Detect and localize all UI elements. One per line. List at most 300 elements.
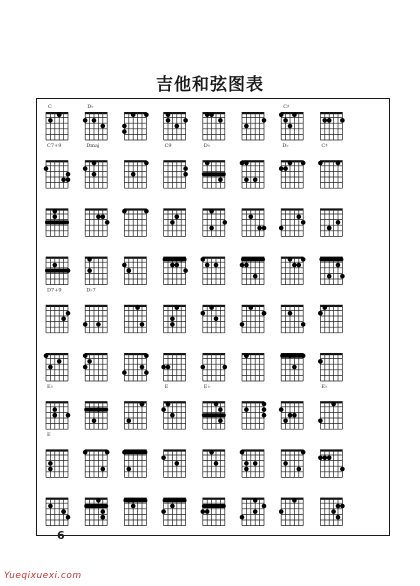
finger-dot bbox=[214, 263, 219, 268]
finger-dot bbox=[327, 226, 332, 231]
chord-diagram bbox=[240, 498, 267, 526]
finger-dot bbox=[183, 118, 188, 123]
chord-diagram bbox=[318, 401, 342, 429]
finger-dot bbox=[92, 172, 97, 177]
finger-dot bbox=[336, 515, 341, 520]
finger-dot bbox=[205, 509, 210, 514]
chord-diagram bbox=[122, 449, 147, 477]
chord-diagram bbox=[124, 401, 146, 429]
chord-diagram bbox=[279, 208, 306, 236]
finger-dot bbox=[244, 124, 249, 129]
chord-chart-frame bbox=[36, 98, 390, 536]
nut bbox=[281, 160, 303, 162]
finger-dot bbox=[209, 113, 214, 118]
finger-dot bbox=[87, 359, 92, 364]
barre-bar bbox=[123, 498, 147, 502]
watermark: Yueqixuexi.com bbox=[4, 571, 82, 581]
chord-name: D♭ bbox=[282, 143, 289, 149]
finger-dot bbox=[340, 274, 345, 279]
finger-dot bbox=[61, 178, 66, 183]
finger-dot bbox=[214, 317, 219, 322]
finger-dot bbox=[144, 370, 149, 375]
finger-dot bbox=[288, 257, 293, 262]
finger-dot bbox=[279, 226, 284, 231]
finger-dot bbox=[53, 215, 58, 220]
finger-dot bbox=[122, 209, 127, 214]
finger-dot bbox=[53, 407, 58, 412]
nut bbox=[85, 160, 107, 162]
chord-diagram bbox=[203, 449, 225, 477]
finger-dot bbox=[53, 263, 58, 268]
finger-dot bbox=[135, 305, 140, 310]
chord-name: D♭7 bbox=[86, 287, 96, 294]
finger-dot bbox=[218, 407, 223, 412]
finger-dot bbox=[323, 118, 328, 123]
finger-dot bbox=[244, 161, 249, 166]
finger-dot bbox=[327, 118, 332, 123]
finger-dot bbox=[323, 456, 328, 461]
barre-bar bbox=[319, 257, 343, 261]
finger-dot bbox=[262, 402, 267, 407]
finger-dot bbox=[131, 504, 136, 509]
nut bbox=[124, 257, 146, 259]
barre-bar bbox=[202, 172, 226, 176]
finger-dot bbox=[318, 311, 323, 316]
finger-dot bbox=[101, 124, 106, 129]
nut bbox=[164, 208, 186, 210]
chord-diagram bbox=[240, 449, 264, 477]
finger-dot bbox=[161, 407, 166, 412]
finger-dot bbox=[201, 365, 206, 370]
chord-diagram bbox=[242, 112, 266, 140]
finger-dot bbox=[127, 419, 132, 424]
finger-dot bbox=[244, 461, 249, 466]
finger-dot bbox=[170, 317, 175, 322]
chord-diagram bbox=[240, 305, 267, 333]
finger-dot bbox=[240, 450, 245, 455]
finger-dot bbox=[279, 166, 284, 171]
nut bbox=[46, 257, 68, 259]
finger-dot bbox=[53, 413, 58, 418]
chord-diagram bbox=[279, 401, 303, 429]
nut bbox=[281, 401, 303, 403]
finger-dot bbox=[205, 113, 210, 118]
finger-dot bbox=[279, 113, 284, 118]
finger-dot bbox=[92, 419, 97, 424]
chord-name: E♭ bbox=[321, 384, 328, 390]
finger-dot bbox=[61, 509, 66, 514]
chord-diagram bbox=[85, 208, 109, 236]
finger-dot bbox=[83, 322, 88, 327]
nut bbox=[203, 449, 225, 451]
finger-dot bbox=[297, 215, 302, 220]
chord-name: C♯ bbox=[321, 143, 328, 149]
finger-dot bbox=[240, 161, 245, 166]
finger-dot bbox=[262, 118, 267, 123]
chord-diagram bbox=[83, 449, 110, 477]
finger-dot bbox=[170, 504, 175, 509]
chord-diagram bbox=[318, 449, 345, 477]
finger-dot bbox=[166, 113, 171, 118]
finger-dot bbox=[87, 257, 92, 262]
finger-dot bbox=[161, 509, 166, 514]
chord-diagram bbox=[164, 305, 186, 333]
chord-diagram bbox=[242, 353, 264, 381]
chord-diagram bbox=[279, 498, 303, 526]
finger-dot bbox=[183, 166, 188, 171]
barre-bar bbox=[202, 504, 226, 508]
chord-diagram bbox=[320, 498, 344, 526]
nut bbox=[85, 449, 107, 451]
page-title: 吉他和弦图表 bbox=[156, 75, 264, 95]
finger-dot bbox=[83, 166, 88, 171]
finger-dot bbox=[288, 161, 293, 166]
finger-dot bbox=[105, 450, 110, 455]
finger-dot bbox=[292, 413, 297, 418]
finger-dot bbox=[161, 456, 166, 461]
finger-dot bbox=[283, 419, 288, 424]
nut bbox=[281, 305, 303, 307]
finger-dot bbox=[336, 220, 341, 225]
finger-dot bbox=[161, 365, 166, 370]
finger-dot bbox=[83, 450, 88, 455]
chord-diagram bbox=[122, 112, 149, 140]
barre-bar bbox=[163, 498, 187, 502]
chord-diagram bbox=[202, 160, 226, 188]
finger-dot bbox=[340, 504, 345, 509]
chord-diagram bbox=[122, 208, 149, 236]
finger-dot bbox=[131, 113, 136, 118]
nut bbox=[242, 449, 264, 451]
barre-bar bbox=[84, 504, 108, 508]
nut bbox=[281, 449, 303, 451]
finger-dot bbox=[131, 172, 136, 177]
finger-dot bbox=[214, 402, 219, 407]
finger-dot bbox=[301, 322, 306, 327]
chord-diagram bbox=[46, 401, 70, 438]
finger-dot bbox=[101, 215, 106, 220]
barre-bar bbox=[241, 257, 265, 261]
chord-diagram bbox=[281, 449, 305, 477]
chord-diagram bbox=[202, 401, 226, 429]
finger-dot bbox=[288, 124, 293, 129]
finger-dot bbox=[336, 161, 341, 166]
chord-diagram bbox=[124, 160, 148, 188]
finger-dot bbox=[92, 118, 97, 123]
nut bbox=[46, 208, 68, 210]
chord-diagram bbox=[318, 305, 342, 333]
chord-diagram bbox=[83, 305, 107, 333]
nut bbox=[46, 305, 68, 307]
finger-dot bbox=[144, 161, 149, 166]
finger-dot bbox=[122, 124, 127, 129]
nut bbox=[85, 208, 107, 210]
chord-diagram bbox=[203, 208, 227, 236]
finger-dot bbox=[279, 407, 284, 412]
chord-diagram bbox=[84, 498, 108, 526]
finger-dot bbox=[292, 113, 297, 118]
nut bbox=[85, 305, 107, 307]
nut bbox=[320, 449, 342, 451]
chord-name: Dmaj bbox=[86, 143, 100, 149]
chord-diagram bbox=[320, 112, 344, 149]
nut bbox=[124, 305, 146, 307]
chord-diagram bbox=[203, 112, 225, 149]
chord-name: E bbox=[164, 384, 169, 390]
chord-diagram bbox=[161, 353, 185, 390]
chord-diagram bbox=[279, 104, 303, 149]
chord-diagram bbox=[201, 353, 228, 390]
chord-name-top: C♯ bbox=[283, 104, 290, 110]
finger-dot bbox=[340, 118, 345, 123]
finger-dot bbox=[66, 178, 71, 183]
finger-dot bbox=[175, 124, 180, 129]
chord-diagram bbox=[161, 449, 185, 477]
finger-dot bbox=[253, 461, 258, 466]
nut bbox=[242, 112, 264, 114]
chord-diagram bbox=[85, 257, 107, 294]
chord-name: E bbox=[47, 432, 51, 439]
chord-diagram bbox=[84, 401, 108, 429]
finger-dot bbox=[253, 509, 258, 514]
finger-dot bbox=[83, 365, 88, 370]
finger-dot bbox=[205, 263, 210, 268]
nut bbox=[164, 160, 186, 162]
finger-dot bbox=[331, 509, 336, 514]
nut bbox=[124, 160, 146, 162]
finger-dot bbox=[283, 118, 288, 123]
finger-dot bbox=[249, 215, 254, 220]
finger-dot bbox=[253, 498, 258, 503]
finger-dot bbox=[48, 467, 53, 472]
finger-dot bbox=[253, 178, 258, 183]
finger-dot bbox=[175, 461, 180, 466]
nut bbox=[164, 305, 186, 307]
chord-diagram bbox=[83, 160, 107, 188]
nut bbox=[124, 353, 146, 355]
barre-bar bbox=[202, 413, 226, 417]
finger-dot bbox=[244, 354, 249, 359]
finger-dot bbox=[48, 118, 53, 123]
nut bbox=[242, 498, 264, 500]
chord-diagram bbox=[45, 208, 69, 236]
finger-dot bbox=[318, 419, 323, 424]
finger-dot bbox=[292, 498, 297, 503]
finger-dot bbox=[262, 311, 267, 316]
chord-diagram bbox=[161, 401, 185, 429]
chord-diagram bbox=[201, 498, 226, 526]
finger-dot bbox=[66, 172, 71, 177]
finger-dot bbox=[57, 359, 62, 364]
finger-dot bbox=[144, 113, 149, 118]
finger-dot bbox=[257, 226, 262, 231]
finger-dot bbox=[122, 370, 127, 375]
finger-dot bbox=[101, 509, 106, 514]
chord-diagram bbox=[44, 160, 71, 188]
chord-diagram bbox=[281, 257, 305, 285]
finger-dot bbox=[218, 419, 223, 424]
barre-bar bbox=[45, 269, 69, 273]
finger-dot bbox=[140, 322, 145, 327]
finger-dot bbox=[218, 178, 223, 183]
chord-diagram bbox=[281, 305, 305, 333]
finger-dot bbox=[288, 413, 293, 418]
finger-dot bbox=[244, 178, 249, 183]
chord-diagram bbox=[318, 160, 342, 188]
finger-dot bbox=[87, 268, 92, 273]
finger-dot bbox=[92, 161, 97, 166]
finger-dot bbox=[140, 402, 145, 407]
finger-dot bbox=[262, 504, 267, 509]
chord-diagram-grid bbox=[37, 99, 388, 534]
nut bbox=[203, 353, 225, 355]
finger-dot bbox=[336, 504, 341, 509]
finger-dot bbox=[262, 413, 267, 418]
finger-dot bbox=[244, 407, 249, 412]
chord-diagram bbox=[164, 208, 186, 236]
finger-dot bbox=[301, 450, 306, 455]
nut bbox=[46, 498, 68, 500]
chord-diagram bbox=[163, 257, 188, 285]
chord-diagram bbox=[44, 353, 68, 390]
finger-dot bbox=[201, 509, 206, 514]
chord-name: E♭ bbox=[203, 384, 210, 390]
finger-dot bbox=[283, 461, 288, 466]
finger-dot bbox=[66, 515, 71, 520]
nut bbox=[85, 401, 107, 403]
finger-dot bbox=[292, 365, 297, 370]
chord-diagram bbox=[280, 353, 305, 381]
finger-dot bbox=[44, 166, 49, 171]
chord-diagram bbox=[45, 257, 70, 294]
finger-dot bbox=[249, 305, 254, 310]
finger-dot bbox=[240, 515, 245, 520]
finger-dot bbox=[297, 467, 302, 472]
finger-dot bbox=[101, 467, 106, 472]
nut bbox=[320, 112, 342, 114]
finger-dot bbox=[83, 118, 88, 123]
finger-dot bbox=[262, 407, 267, 412]
finger-dot bbox=[201, 311, 206, 316]
nut bbox=[281, 112, 303, 114]
finger-dot bbox=[318, 456, 323, 461]
finger-dot bbox=[53, 209, 58, 214]
nut bbox=[203, 208, 225, 210]
finger-dot bbox=[183, 172, 188, 177]
nut bbox=[124, 208, 146, 210]
finger-dot bbox=[244, 263, 249, 268]
finger-dot bbox=[209, 209, 214, 214]
chord-name: D♭ bbox=[203, 143, 211, 149]
finger-dot bbox=[175, 263, 180, 268]
finger-dot bbox=[214, 461, 219, 466]
finger-dot bbox=[205, 161, 210, 166]
finger-dot bbox=[166, 365, 171, 370]
barre-bar bbox=[280, 354, 304, 358]
chord-diagram bbox=[201, 257, 225, 285]
finger-dot bbox=[209, 450, 214, 455]
chord-diagram bbox=[83, 353, 107, 381]
finger-dot bbox=[283, 166, 288, 171]
finger-dot bbox=[57, 113, 62, 118]
finger-dot bbox=[83, 354, 88, 359]
finger-dot bbox=[209, 226, 214, 231]
finger-dot bbox=[48, 365, 53, 370]
nut bbox=[242, 208, 264, 210]
finger-dot bbox=[253, 274, 258, 279]
chord-diagram bbox=[242, 208, 266, 236]
nut bbox=[203, 401, 225, 403]
nut bbox=[281, 257, 303, 259]
finger-dot bbox=[318, 359, 323, 364]
chord-name-top: D♭ bbox=[87, 104, 94, 110]
nut bbox=[242, 401, 264, 403]
nut bbox=[164, 353, 186, 355]
page-number: 6 bbox=[57, 529, 65, 542]
finger-dot bbox=[122, 263, 127, 268]
chord-diagram bbox=[46, 305, 70, 333]
finger-dot bbox=[166, 118, 171, 123]
nut bbox=[320, 353, 342, 355]
chord-diagram bbox=[123, 498, 147, 526]
barre-bar bbox=[84, 408, 108, 412]
finger-dot bbox=[279, 509, 284, 514]
chord-name: D7+9 bbox=[47, 287, 62, 294]
nut bbox=[46, 160, 68, 162]
finger-dot bbox=[331, 402, 336, 407]
finger-dot bbox=[48, 461, 53, 466]
chord-diagram bbox=[46, 104, 68, 149]
finger-dot bbox=[170, 413, 175, 418]
finger-dot bbox=[240, 322, 245, 327]
chord-name-top: C bbox=[48, 104, 52, 110]
chord-diagram bbox=[319, 257, 344, 285]
finger-dot bbox=[144, 354, 149, 359]
barre-bar bbox=[123, 450, 147, 454]
finger-dot bbox=[201, 257, 206, 262]
finger-dot bbox=[44, 354, 49, 359]
nut bbox=[203, 305, 225, 307]
finger-dot bbox=[327, 456, 332, 461]
finger-dot bbox=[166, 402, 171, 407]
finger-dot bbox=[292, 263, 297, 268]
finger-dot bbox=[127, 268, 132, 273]
nut bbox=[242, 305, 264, 307]
finger-dot bbox=[262, 226, 267, 231]
finger-dot bbox=[301, 161, 306, 166]
nut bbox=[281, 498, 303, 500]
chord-name: C9 bbox=[164, 143, 172, 149]
chord-diagram bbox=[83, 104, 107, 149]
nut bbox=[124, 112, 146, 114]
finger-dot bbox=[170, 263, 175, 268]
nut bbox=[203, 498, 225, 500]
nut bbox=[85, 498, 107, 500]
finger-dot bbox=[209, 305, 214, 310]
finger-dot bbox=[170, 322, 175, 327]
chord-diagram bbox=[320, 208, 342, 236]
nut bbox=[46, 353, 68, 355]
finger-dot bbox=[223, 365, 228, 370]
chord-diagram bbox=[164, 160, 188, 188]
finger-dot bbox=[175, 215, 180, 220]
finger-dot bbox=[288, 311, 293, 316]
nut bbox=[320, 401, 342, 403]
finger-dot bbox=[297, 263, 302, 268]
nut bbox=[85, 112, 107, 114]
chord-diagram bbox=[164, 112, 188, 149]
finger-dot bbox=[96, 215, 101, 220]
